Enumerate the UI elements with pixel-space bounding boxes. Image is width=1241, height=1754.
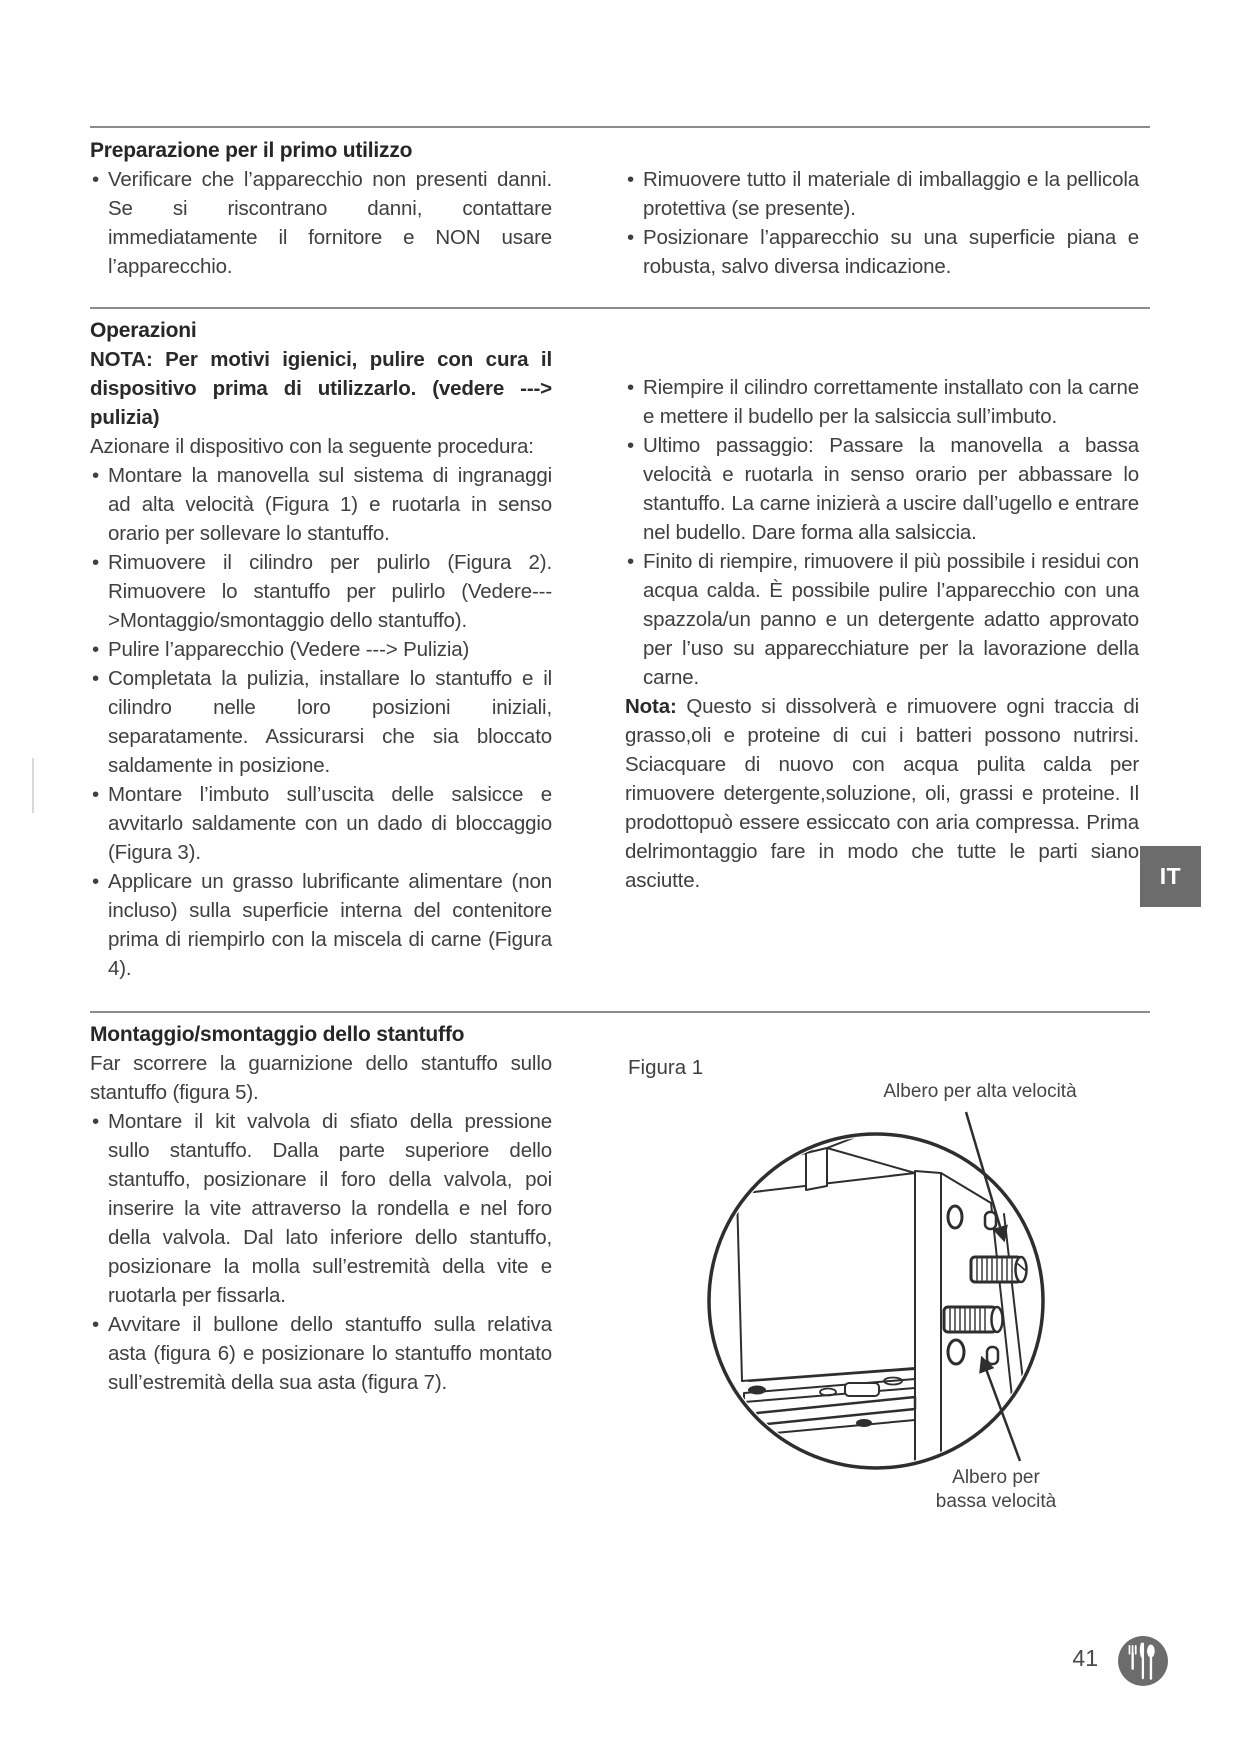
list-item bbox=[90, 165, 552, 281]
list-item bbox=[625, 431, 1139, 547]
bullet-text: Riempire il cilindro correttamente installato con la carne e mettere il budello per la salsiccia sull’imbuto. bbox=[643, 376, 1139, 428]
list-item bbox=[625, 223, 1139, 281]
list-item bbox=[90, 461, 552, 548]
bullet-text: Applicare un grasso lubrificante alimentare (non incluso) sulla superficie interna del contenitore prima di riempirlo con la miscela di carne (Figura 4). bbox=[108, 870, 552, 980]
bullet-text: Pulire l’apparecchio (Vedere ---> Pulizia) bbox=[108, 638, 470, 661]
bullet-text: Ultimo passaggio: Passare la manovella a bassa velocità e ruotarla in senso orario per abbassare lo stantuffo. La carne inizierà a uscire dall’ugello e entrare nel budello. Dare forma alla salsiccia. bbox=[643, 434, 1139, 544]
list-item bbox=[90, 1310, 552, 1397]
figure-label-high-speed-shaft: Albero per alta velocità bbox=[883, 1081, 1077, 1102]
page-number: 41 bbox=[1072, 1645, 1098, 1671]
list-item bbox=[90, 548, 552, 635]
section-title: Operazioni bbox=[90, 319, 197, 342]
scan-artifact-line bbox=[32, 758, 34, 813]
montaggio-intro: Far scorrere la guarnizione dello stantuffo sullo stantuffo (figura 5). bbox=[90, 1052, 552, 1104]
section-title: Preparazione per il primo utilizzo bbox=[90, 139, 413, 162]
bullet-text: Rimuovere il cilindro per pulirlo (Figura 2). Rimuovere lo stantuffo per pulirlo (Vedere--->Montaggio/smontaggio dello stantuffo). bbox=[108, 551, 552, 632]
bullet-text: Posizionare l’apparecchio su una superficie piana e robusta, salvo diversa indicazione. bbox=[643, 226, 1139, 278]
list-item bbox=[625, 165, 1139, 223]
bullet-text: Montare l’imbuto sull’uscita delle salsicce e avvitarlo saldamente con un dado di bloccaggio (Figura 3). bbox=[108, 783, 552, 864]
operazioni-left-column bbox=[90, 316, 552, 983]
list-item bbox=[90, 635, 552, 664]
preparazione-right-column bbox=[625, 165, 1139, 281]
operazioni-intro: Azionare il dispositivo con la seguente procedura: bbox=[90, 435, 534, 458]
section-title: Montaggio/smontaggio dello stantuffo bbox=[90, 1023, 465, 1046]
list-item bbox=[625, 373, 1139, 431]
bullet-text: Montare il kit valvola di sfiato della pressione sullo stantuffo. Dalla parte superiore dello stantuffo, posizionare il foro della valvola, poi inserire la vite attraverso la rondella e nel foro della valvola. Dal lato inferiore dello stantuffo, posizionare la molla sull’estremità della vite e ruotarla per fissarla. bbox=[108, 1110, 552, 1307]
figure-label-low-line2: bassa velocità bbox=[935, 1491, 1057, 1512]
high-speed-shaft bbox=[971, 1257, 1021, 1282]
operazioni-note-paragraph bbox=[625, 692, 1139, 895]
cutlery-icon bbox=[1117, 1635, 1169, 1687]
list-item bbox=[90, 780, 552, 867]
language-badge-it: IT bbox=[1140, 846, 1201, 907]
operazioni-nota-heading: NOTA: Per motivi igienici, pulire con cura il dispositivo prima di utilizzarlo. (vedere ---> pulizia) bbox=[90, 348, 552, 429]
section-divider-top bbox=[90, 126, 1150, 128]
section-preparazione bbox=[90, 136, 1139, 281]
section-divider-middle bbox=[90, 307, 1150, 309]
montaggio-left-column bbox=[90, 1020, 552, 1397]
list-item bbox=[625, 547, 1139, 692]
note-label: Nota: bbox=[625, 695, 677, 718]
bullet-text: Avvitare il bullone dello stantuffo sulla relativa asta (figura 6) e posizionare lo stantuffo montato sull’estremità della sua asta (figura 7). bbox=[108, 1313, 552, 1394]
bullet-text: Completata la pulizia, installare lo stantuffo e il cilindro nelle loro posizioni iniziali, separatamente. Assicurarsi che sia bloccato saldamente in posizione. bbox=[108, 667, 552, 777]
figure-caption: Figura 1 bbox=[628, 1056, 704, 1079]
list-item bbox=[90, 1107, 552, 1310]
figure-1-illustration bbox=[600, 950, 1160, 1530]
preparazione-left-column bbox=[90, 136, 552, 281]
list-item bbox=[90, 664, 552, 780]
figure-label-low-line1: Albero per bbox=[952, 1467, 1040, 1488]
section-operazioni bbox=[90, 316, 1139, 983]
note-text: Questo si dissolverà e rimuovere ogni traccia di grasso,oli e proteine di cui i batteri possono nutrirsi. Sciacquare di nuovo con acqua pulita calda per rimuovere detergente,soluzione, oli, grassi e proteine. Il prodottopuò essere essiccato con aria compressa. Prima delrimontaggio fare in modo che tutte le parti siano asciutte. bbox=[625, 695, 1139, 892]
bullet-text: Montare la manovella sul sistema di ingranaggi ad alta velocità (Figura 1) e ruotarla in senso orario per sollevare lo stantuffo. bbox=[108, 464, 552, 545]
bullet-text: Verificare che l’apparecchio non presenti danni. Se si riscontrano danni, contattare immediatamente il fornitore e NON usare l’apparecchio. bbox=[108, 168, 552, 278]
bullet-text: Finito di riempire, rimuovere il più possibile i residui con acqua calda. È possibile pulire l’apparecchio con una spazzola/un panno e un detergente adatto approvato per l’uso su apparecchiature per la lavorazione della carne. bbox=[643, 550, 1139, 689]
bullet-text: Rimuovere tutto il materiale di imballaggio e la pellicola protettiva (se presente). bbox=[643, 168, 1139, 220]
operazioni-right-column bbox=[625, 373, 1139, 895]
list-item bbox=[90, 867, 552, 983]
